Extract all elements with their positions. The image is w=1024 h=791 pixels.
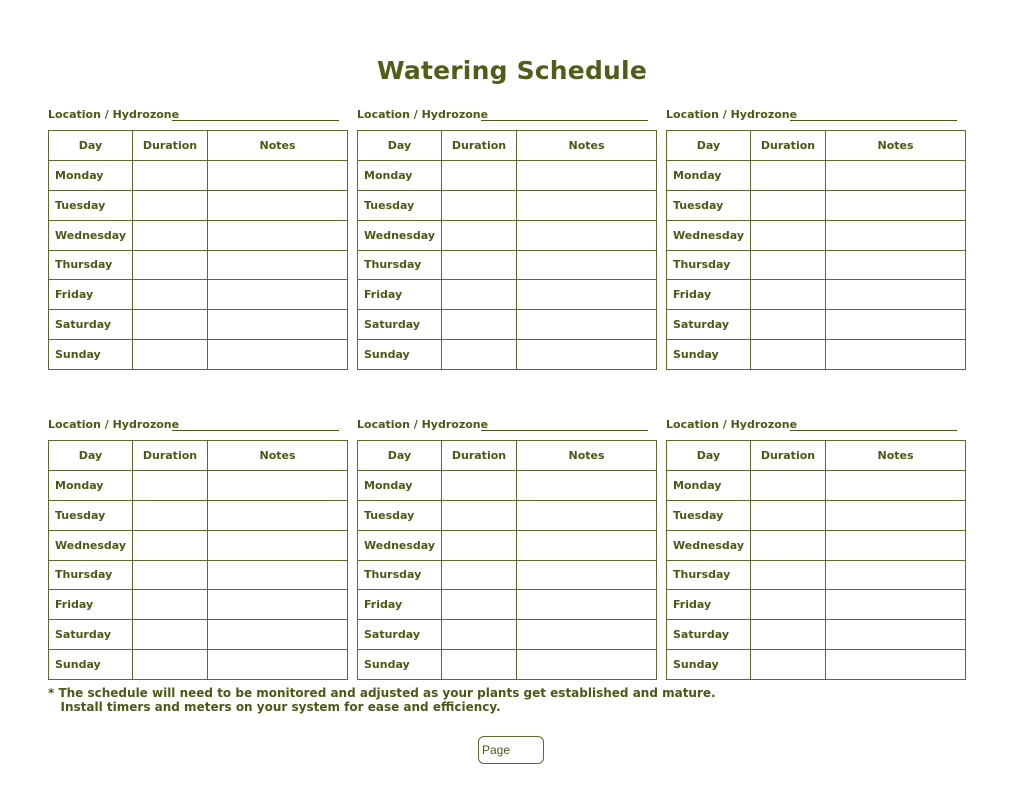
duration-cell[interactable] [442, 471, 517, 501]
notes-cell[interactable] [517, 220, 657, 250]
table-row [358, 220, 657, 250]
column-header: Day [358, 441, 442, 471]
table-row [358, 620, 657, 650]
notes-cell[interactable] [208, 190, 348, 220]
duration-cell[interactable] [442, 310, 517, 340]
column-header: Duration [133, 131, 208, 161]
table-row [667, 471, 966, 501]
column-header: Notes [826, 441, 966, 471]
day-cell: Tuesday [667, 500, 751, 530]
duration-cell[interactable] [442, 250, 517, 280]
table-row [358, 250, 657, 280]
table-header-row [667, 441, 966, 471]
table-row [49, 161, 348, 191]
day-cell: Wednesday [49, 220, 133, 250]
notes-cell[interactable] [208, 650, 348, 680]
day-cell: Friday [358, 590, 442, 620]
notes-cell[interactable] [208, 471, 348, 501]
notes-cell[interactable] [826, 190, 966, 220]
duration-cell[interactable] [133, 220, 208, 250]
day-cell: Tuesday [49, 190, 133, 220]
column-header: Day [667, 441, 751, 471]
notes-cell[interactable] [208, 161, 348, 191]
table-row [358, 340, 657, 370]
watering-schedule-table [666, 130, 966, 370]
location-hydrozone-blank-line[interactable] [481, 120, 648, 121]
notes-cell[interactable] [517, 310, 657, 340]
notes-cell[interactable] [826, 340, 966, 370]
duration-cell[interactable] [442, 650, 517, 680]
column-header: Notes [208, 131, 348, 161]
day-cell: Sunday [49, 650, 133, 680]
notes-cell[interactable] [826, 560, 966, 590]
notes-cell[interactable] [517, 530, 657, 560]
duration-cell[interactable] [442, 500, 517, 530]
duration-cell[interactable] [133, 650, 208, 680]
duration-cell[interactable] [442, 190, 517, 220]
duration-cell[interactable] [442, 220, 517, 250]
duration-cell[interactable] [751, 280, 826, 310]
notes-cell[interactable] [517, 161, 657, 191]
table-row [667, 560, 966, 590]
duration-cell[interactable] [442, 590, 517, 620]
table-row [358, 280, 657, 310]
table-row [49, 590, 348, 620]
day-cell: Sunday [667, 340, 751, 370]
location-hydrozone-label [48, 417, 340, 433]
notes-cell[interactable] [517, 650, 657, 680]
notes-cell[interactable] [826, 650, 966, 680]
location-hydrozone-label [357, 417, 649, 433]
notes-cell[interactable] [208, 620, 348, 650]
day-cell: Sunday [358, 650, 442, 680]
notes-cell[interactable] [517, 280, 657, 310]
column-header: Duration [442, 131, 517, 161]
duration-cell[interactable] [133, 250, 208, 280]
day-cell: Wednesday [358, 220, 442, 250]
day-cell: Thursday [358, 250, 442, 280]
notes-cell[interactable] [208, 310, 348, 340]
table-row [358, 500, 657, 530]
table-row [49, 190, 348, 220]
notes-cell[interactable] [517, 190, 657, 220]
location-hydrozone-blank-line[interactable] [790, 430, 957, 431]
table-row [49, 220, 348, 250]
day-cell: Friday [49, 280, 133, 310]
column-header: Day [49, 441, 133, 471]
location-hydrozone-label [666, 107, 958, 123]
duration-cell[interactable] [133, 161, 208, 191]
column-header: Notes [517, 441, 657, 471]
column-header: Duration [751, 441, 826, 471]
day-cell: Friday [667, 590, 751, 620]
duration-cell[interactable] [442, 161, 517, 191]
notes-cell[interactable] [826, 161, 966, 191]
day-cell: Monday [49, 161, 133, 191]
table-row [49, 310, 348, 340]
table-row [49, 250, 348, 280]
notes-cell[interactable] [826, 471, 966, 501]
column-header: Duration [133, 441, 208, 471]
notes-cell[interactable] [517, 560, 657, 590]
notes-cell[interactable] [826, 590, 966, 620]
table-row [667, 280, 966, 310]
day-cell: Monday [358, 471, 442, 501]
duration-cell[interactable] [133, 340, 208, 370]
duration-cell[interactable] [442, 620, 517, 650]
day-cell: Wednesday [358, 530, 442, 560]
page-label: Page [482, 743, 511, 757]
column-header: Day [667, 131, 751, 161]
table-row [358, 530, 657, 560]
notes-cell[interactable] [517, 340, 657, 370]
day-cell: Friday [49, 590, 133, 620]
table-header-row [358, 441, 657, 471]
duration-cell[interactable] [133, 590, 208, 620]
day-cell: Wednesday [667, 530, 751, 560]
day-cell: Saturday [358, 620, 442, 650]
location-hydrozone-label [48, 107, 340, 123]
day-cell: Saturday [49, 310, 133, 340]
table-header-row [358, 131, 657, 161]
day-cell: Thursday [49, 560, 133, 590]
location-hydrozone-label [666, 417, 958, 433]
table-row [49, 650, 348, 680]
table-header-row [49, 441, 348, 471]
location-hydrozone-text: Location / Hydrozone [666, 418, 798, 431]
duration-cell[interactable] [133, 560, 208, 590]
day-cell: Saturday [667, 310, 751, 340]
duration-cell[interactable] [133, 530, 208, 560]
notes-cell[interactable] [208, 220, 348, 250]
notes-cell[interactable] [517, 590, 657, 620]
duration-cell[interactable] [751, 310, 826, 340]
duration-cell[interactable] [133, 500, 208, 530]
day-cell: Monday [667, 161, 751, 191]
day-cell: Tuesday [358, 190, 442, 220]
table-row [667, 620, 966, 650]
location-hydrozone-text: Location / Hydrozone [48, 418, 180, 431]
day-cell: Monday [358, 161, 442, 191]
duration-cell[interactable] [751, 220, 826, 250]
duration-cell[interactable] [751, 340, 826, 370]
day-cell: Saturday [49, 620, 133, 650]
watering-schedule-table [357, 440, 657, 680]
notes-cell[interactable] [826, 310, 966, 340]
duration-cell[interactable] [751, 471, 826, 501]
duration-cell[interactable] [751, 590, 826, 620]
table-row [358, 471, 657, 501]
table-row [667, 500, 966, 530]
location-hydrozone-label [357, 107, 649, 123]
day-cell: Thursday [49, 250, 133, 280]
table-row [49, 560, 348, 590]
duration-cell[interactable] [751, 161, 826, 191]
duration-cell[interactable] [751, 620, 826, 650]
duration-cell[interactable] [751, 560, 826, 590]
notes-cell[interactable] [208, 530, 348, 560]
notes-cell[interactable] [208, 500, 348, 530]
table-row [667, 530, 966, 560]
table-row [667, 161, 966, 191]
table-row [49, 620, 348, 650]
table-row [667, 190, 966, 220]
duration-cell[interactable] [751, 190, 826, 220]
footnote: * The schedule will need to be monitored and adjusted as your plants get established and mature. Install timers and meters on your system for ease and efficiency. [48, 686, 716, 714]
watering-schedule-table [48, 130, 348, 370]
page-number-field[interactable] [478, 736, 544, 764]
duration-cell[interactable] [133, 471, 208, 501]
day-cell: Thursday [358, 560, 442, 590]
table-row [358, 650, 657, 680]
watering-schedule-table [357, 130, 657, 370]
location-hydrozone-text: Location / Hydrozone [666, 108, 798, 121]
table-row [667, 310, 966, 340]
table-row [358, 560, 657, 590]
duration-cell[interactable] [442, 560, 517, 590]
day-cell: Sunday [358, 340, 442, 370]
notes-cell[interactable] [208, 250, 348, 280]
duration-cell[interactable] [751, 250, 826, 280]
notes-cell[interactable] [517, 500, 657, 530]
watering-schedule-table [666, 440, 966, 680]
duration-cell[interactable] [442, 280, 517, 310]
notes-cell[interactable] [826, 220, 966, 250]
table-row [358, 161, 657, 191]
table-row [49, 471, 348, 501]
notes-cell[interactable] [208, 590, 348, 620]
table-row [667, 220, 966, 250]
column-header: Day [49, 131, 133, 161]
column-header: Duration [442, 441, 517, 471]
notes-cell[interactable] [826, 250, 966, 280]
notes-cell[interactable] [208, 560, 348, 590]
notes-cell[interactable] [826, 530, 966, 560]
duration-cell[interactable] [751, 500, 826, 530]
table-row [358, 190, 657, 220]
day-cell: Wednesday [49, 530, 133, 560]
column-header: Notes [208, 441, 348, 471]
location-hydrozone-blank-line[interactable] [172, 120, 339, 121]
table-row [49, 340, 348, 370]
day-cell: Friday [667, 280, 751, 310]
day-cell: Wednesday [667, 220, 751, 250]
day-cell: Monday [667, 471, 751, 501]
notes-cell[interactable] [826, 500, 966, 530]
table-row [358, 310, 657, 340]
table-row [49, 500, 348, 530]
duration-cell[interactable] [442, 340, 517, 370]
duration-cell[interactable] [133, 280, 208, 310]
location-hydrozone-blank-line[interactable] [790, 120, 957, 121]
duration-cell[interactable] [751, 650, 826, 680]
day-cell: Tuesday [358, 500, 442, 530]
notes-cell[interactable] [517, 620, 657, 650]
table-row [667, 590, 966, 620]
column-header: Notes [826, 131, 966, 161]
day-cell: Sunday [49, 340, 133, 370]
notes-cell[interactable] [826, 280, 966, 310]
day-cell: Friday [358, 280, 442, 310]
table-header-row [49, 131, 348, 161]
notes-cell[interactable] [208, 280, 348, 310]
notes-cell[interactable] [208, 340, 348, 370]
day-cell: Monday [49, 471, 133, 501]
day-cell: Thursday [667, 560, 751, 590]
notes-cell[interactable] [517, 471, 657, 501]
day-cell: Thursday [667, 250, 751, 280]
location-hydrozone-text: Location / Hydrozone [48, 108, 180, 121]
day-cell: Saturday [358, 310, 442, 340]
table-row [49, 530, 348, 560]
duration-cell[interactable] [751, 530, 826, 560]
table-row [667, 340, 966, 370]
day-cell: Saturday [667, 620, 751, 650]
table-row [667, 650, 966, 680]
day-cell: Tuesday [49, 500, 133, 530]
table-row [358, 590, 657, 620]
column-header: Duration [751, 131, 826, 161]
watering-schedule-table [48, 440, 348, 680]
table-header-row [667, 131, 966, 161]
notes-cell[interactable] [826, 620, 966, 650]
location-hydrozone-text: Location / Hydrozone [357, 108, 489, 121]
duration-cell[interactable] [133, 620, 208, 650]
column-header: Notes [517, 131, 657, 161]
location-hydrozone-blank-line[interactable] [481, 430, 648, 431]
page-title: Watering Schedule [377, 56, 647, 85]
day-cell: Tuesday [667, 190, 751, 220]
table-row [49, 280, 348, 310]
duration-cell[interactable] [133, 310, 208, 340]
duration-cell[interactable] [133, 190, 208, 220]
location-hydrozone-blank-line[interactable] [172, 430, 339, 431]
duration-cell[interactable] [442, 530, 517, 560]
notes-cell[interactable] [517, 250, 657, 280]
day-cell: Sunday [667, 650, 751, 680]
column-header: Day [358, 131, 442, 161]
location-hydrozone-text: Location / Hydrozone [357, 418, 489, 431]
table-row [667, 250, 966, 280]
